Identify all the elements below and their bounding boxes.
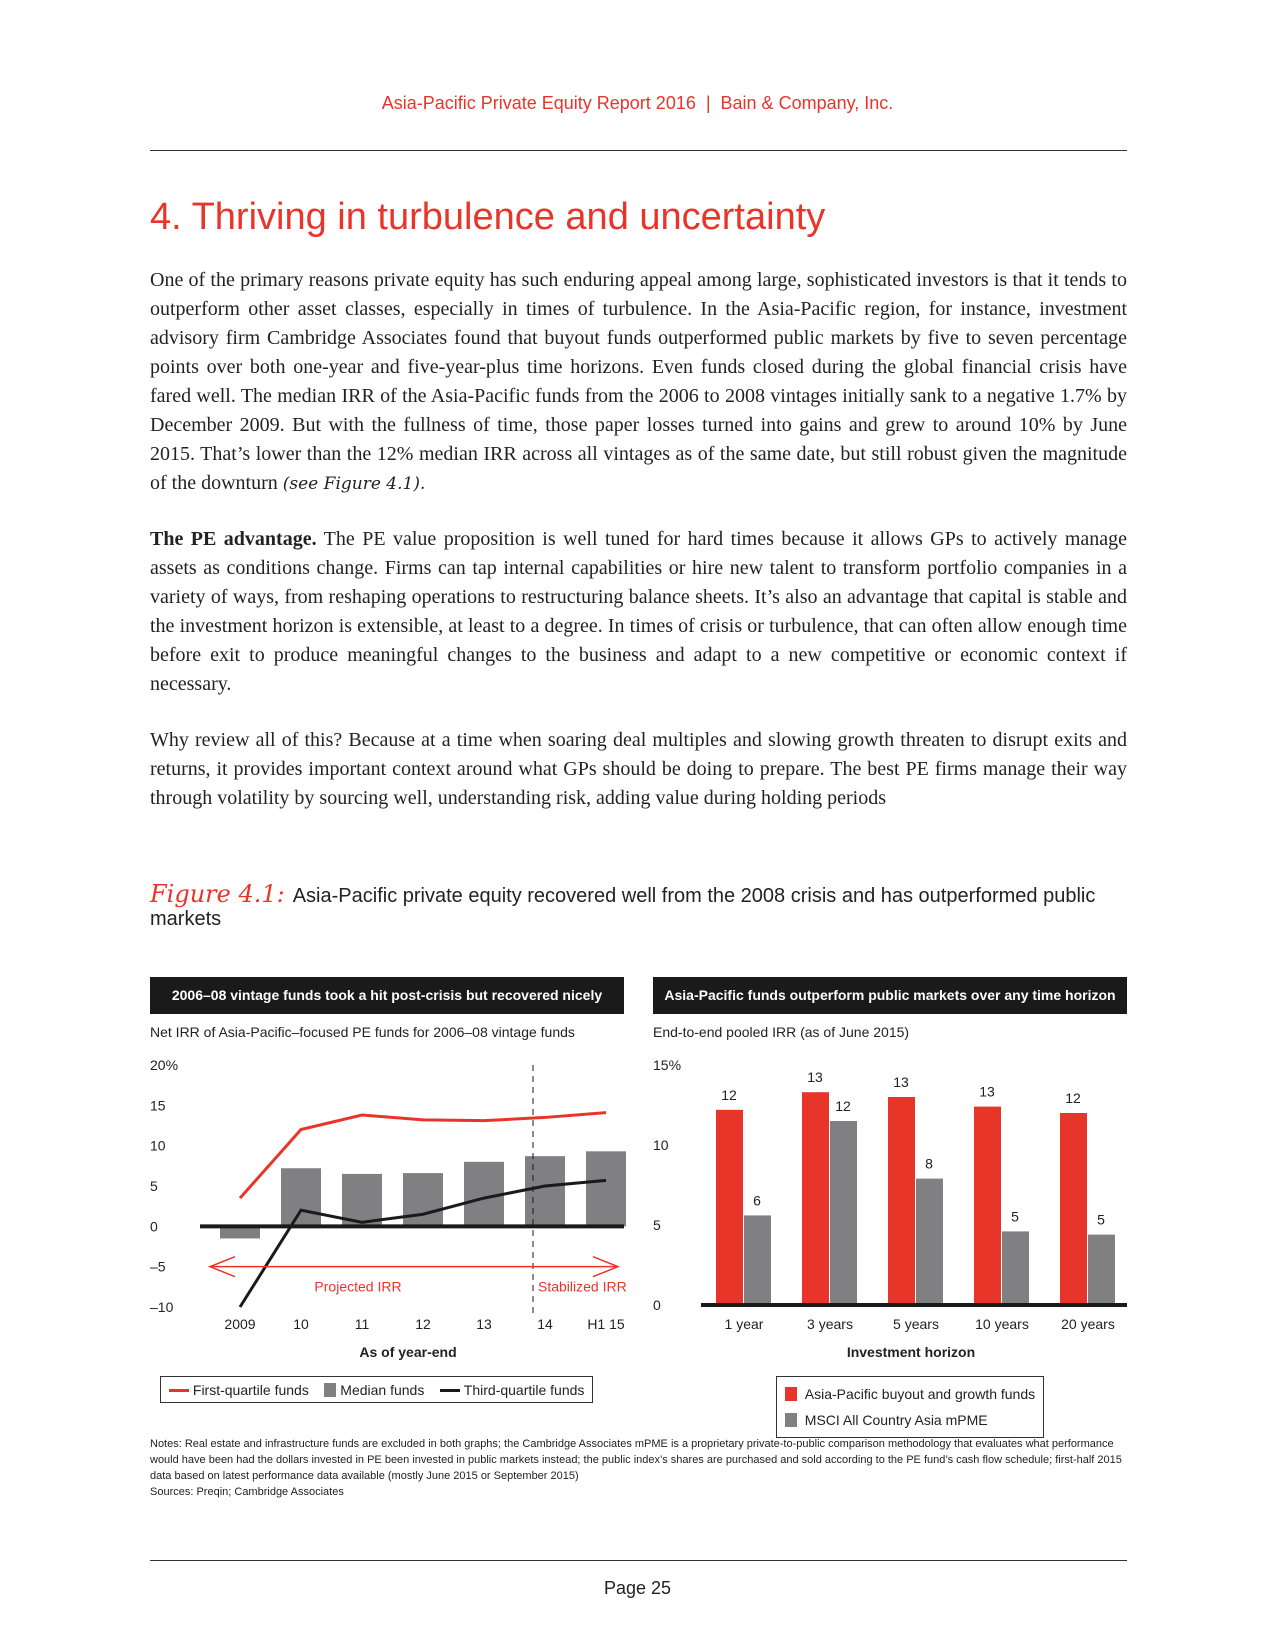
y-tick-label: 0 [653,1297,661,1313]
y-tick-label: –10 [150,1299,174,1315]
data-label: 5 [1097,1211,1105,1228]
bar-ap [802,1092,829,1305]
paragraph-3: Why review all of this? Because at a time when soaring deal multiples and slowing growth threaten to disrupt exits and returns, it provides important context around what GPs should be doing to prepare. The best PE firms manage their way through volatility by sourcing well, understanding risk, adding value during holding periods [150,729,1127,809]
running-header: Asia-Pacific Private Equity Report 2016 | Bain & Company, Inc. [381,93,894,113]
y-tick-label: –5 [150,1258,166,1275]
data-label: 6 [753,1192,761,1209]
legend-swatch-ap [785,1387,797,1401]
median-bar [586,1151,626,1226]
x-tick-label: 1 year [724,1316,764,1332]
section-title: 4. Thriving in turbulence and uncertainty [150,196,826,238]
y-tick-label: 0 [150,1218,158,1235]
header-rule [150,150,1127,151]
left-chart-title: 2006–08 vintage funds took a hit post-crisis but recovered nicely [150,977,624,1014]
x-tick-label: H1 15 [587,1316,625,1332]
right-chart [651,1045,1131,1365]
left-chart [148,1045,628,1365]
median-bar [525,1156,565,1226]
bar-msci [830,1121,857,1305]
page-number: Page 25 [603,1578,672,1598]
bar-ap [888,1097,915,1305]
notes: Notes: Real estate and infrastructure funds are excluded in both graphs; the Cambridge Associates mPME is a proprietary private-to-public comparison methodology that evaluates what performance would have been had the dollars invested in PE been invested in public markets instead; the public index’s shares are purchased and sold according to the PE fund’s cash flow schedule; first-half 2015 data based on latest performance data available (mostly June 2015 or September 2015) Sources: Preqin; Cambridge Associates [150,1438,1122,1498]
paragraph-1: One of the primary reasons private equity has such enduring appeal among large, sophisticated investors is that it tends to outperform other asset classes, especially in times of turbulence. In the Asia-Pacific region, for instance, investment advisory firm Cambridge Associates found that buyout funds outperformed public markets by five to seven percentage points over both one-year and five-year-plus time horizons. Even funds closed during the global financial crisis have fared well. The median IRR of the Asia-Pacific funds from the 2006 to 2008 vintages initially sank to a negative 1.7% by December 2009. But with the fullness of time, those paper losses turned into gains and grew to around 10% by June 2015. That’s lower than the 12% median IRR across all vintages as of the same date, but still robust given the magnitude of the downturn (see Figure 4.1). [150,269,1127,494]
data-label: 8 [925,1155,933,1172]
data-label: 12 [721,1086,737,1103]
median-bar [403,1173,443,1226]
legend-swatch-third [440,1389,460,1392]
x-tick-label: 13 [476,1316,492,1332]
footer-rule [150,1560,1127,1561]
bar-msci [1002,1231,1029,1305]
figure-caption: Figure 4.1: Asia-Pacific private equity recovered well from the 2008 crisis and has outperformed public markets [150,880,1096,930]
bar-ap [974,1107,1001,1305]
x-tick-label: 20 years [1061,1316,1115,1332]
data-label: 13 [979,1083,995,1100]
left-chart-subtitle: Net IRR of Asia-Pacific–focused PE funds for 2006–08 vintage funds [150,1024,575,1040]
data-label: 12 [835,1098,851,1114]
bar-msci [916,1179,943,1305]
annotation-stabilized: Stabilized IRR [538,1278,627,1295]
x-tick-label: 3 years [807,1316,853,1332]
legend-swatch-first [169,1389,189,1392]
data-label: 13 [807,1069,823,1086]
legend-swatch-median [324,1383,336,1397]
right-chart-subtitle: End-to-end pooled IRR (as of June 2015) [653,1024,910,1040]
y-tick-label: 15% [653,1057,682,1073]
data-label: 13 [893,1074,909,1090]
left-legend: First-quartile funds Median funds Third-quartile funds [160,1376,593,1403]
bar-ap [1060,1113,1087,1305]
x-tick-label: 2009 [224,1316,256,1332]
figure-reference: (see Figure 4.1). [282,474,426,494]
x-tick-label: 10 [293,1316,309,1332]
x-tick-label: 5 years [893,1316,939,1332]
x-tick-label: 14 [537,1316,553,1332]
paragraph-2: The PE advantage. The PE value proposition is well tuned for hard times because it allows GPs to actively manage assets as conditions change. Firms can tap internal capabilities or hire new talent to transform portfolio companies in a variety of ways, from reshaping operations to restructuring balance sheets. It’s also an advantage that capital is stable and the investment horizon is extensible, at least to a degree. In times of crisis or turbulence, that can often allow enough time before exit to produce meaningful changes to the business and adapt to a new competitive or economic context if necessary. [150,528,1128,695]
x-tick-label: 10 years [975,1316,1029,1332]
y-tick-label: 10 [653,1137,669,1153]
y-tick-label: 10 [150,1137,166,1154]
y-tick-label: 5 [653,1217,661,1233]
y-tick-label: 15 [150,1097,166,1114]
x-axis-title: As of year-end [359,1344,457,1360]
right-chart-title: Asia-Pacific funds outperform public markets over any time horizon [653,977,1127,1014]
legend-swatch-msci [785,1413,797,1427]
bar-msci [1088,1235,1115,1305]
median-bar [281,1168,321,1226]
x-tick-label: 12 [415,1316,431,1332]
annotation-projected: Projected IRR [314,1278,402,1295]
bar-ap [716,1110,743,1305]
right-legend: Asia-Pacific buyout and growth funds MSCI All Country Asia mPME [776,1376,1044,1438]
data-label: 12 [1065,1090,1081,1106]
data-label: 5 [1011,1208,1019,1225]
y-tick-label: 5 [150,1178,158,1194]
x-axis-title: Investment horizon [846,1344,976,1360]
x-tick-label: 11 [354,1316,370,1332]
y-tick-label: 20% [150,1057,179,1073]
bar-msci [744,1215,771,1305]
